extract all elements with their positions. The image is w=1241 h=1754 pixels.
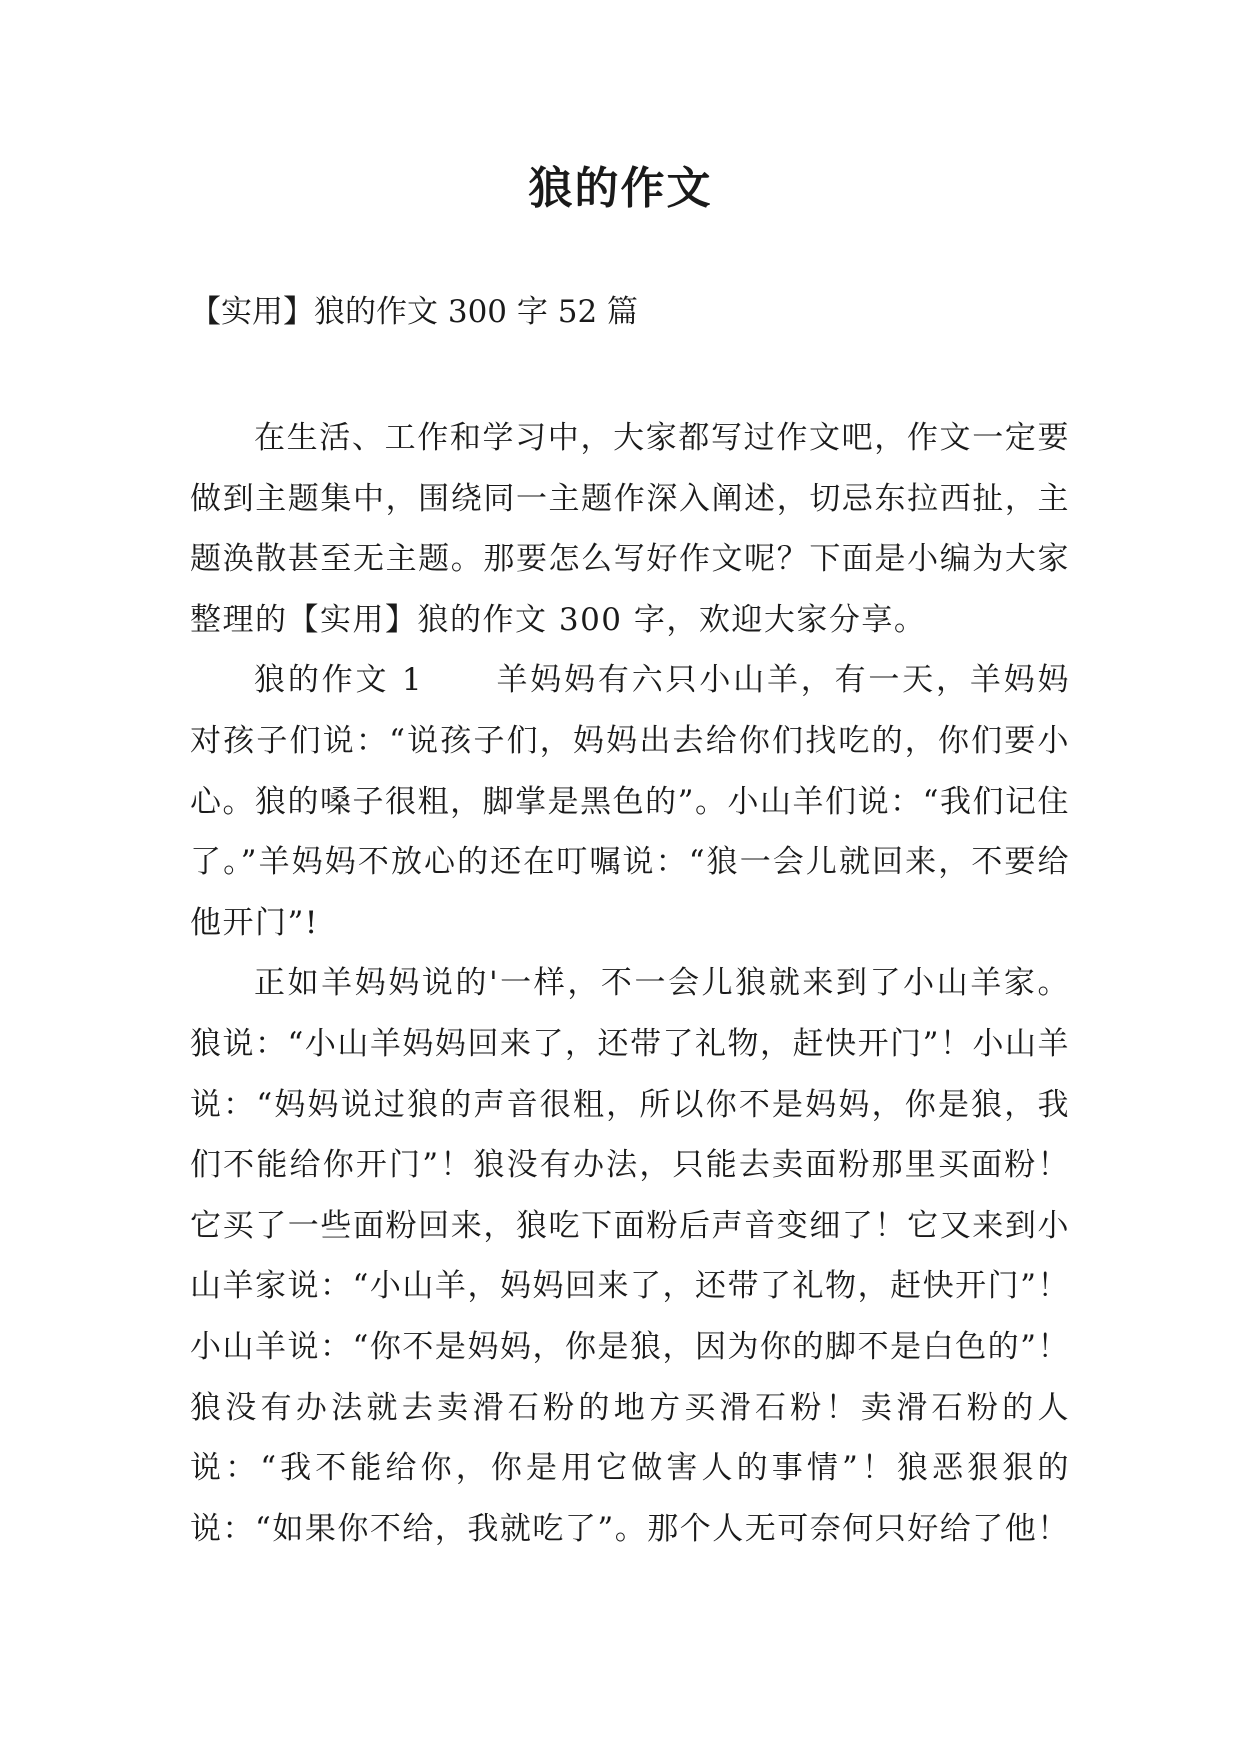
paragraph-text: 正如羊妈妈说的'一样，不一会儿狼就来到了小山羊家。狼说：“小山羊妈妈回来了，还带了礼物，赶快开门”！小山羊说：“妈妈说过狼的声音很粗，所以你不是妈妈，你是狼，我们不能给你开门”！狼没有办法，只能去卖面粉那里买面粉！它买了一些面粉回来，狼吃下面粉后声音变细了！它又来到小山羊家说：“小山羊，妈妈回来了，还带了礼物，赶快开门”！小山羊说：“你不是妈妈，你是狼，因为你的脚不是白色的”！狼没有办法就去卖滑石粉的地方买滑石粉！卖滑石粉的人说：“我不能给你，你是用它做害人的事情”！狼恶狠狠的说：“如果你不给，我就吃了”。那个人无可奈何只好给了他！: [190, 965, 1070, 1547]
essay-heading: 狼的作文 1: [254, 662, 424, 699]
paragraph-text: 羊妈妈有六只小山羊，有一天，羊妈妈对孩子们说：“说孩子们，妈妈出去给你们找吃的，你们要小心。狼的嗓子很粗，脚掌是黑色的”。小山羊们说：“我们记住了。”羊妈妈不放心的还在叮嘱说：“狼一会儿就回来，不要给他开门”!: [190, 662, 1071, 941]
document-title: 狼的作文: [528, 163, 713, 214]
intro-paragraph: [190, 408, 1070, 650]
paragraph-text: 在生活、工作和学习中，大家都写过作文吧，作文一定要做到主题集中，围绕同一主题作深入阐述，切忌东拉西扯，主题涣散甚至无主题。那要怎么写好作文呢？下面是小编为大家整理的【实用】狼的作文 300 字，欢迎大家分享。: [190, 420, 1070, 638]
document-body: [190, 408, 1070, 1559]
essay-paragraph: [190, 953, 1070, 1559]
document-subtitle: 【实用】狼的作文 300 字 52 篇: [190, 294, 639, 330]
essay-paragraph: [190, 650, 1070, 953]
